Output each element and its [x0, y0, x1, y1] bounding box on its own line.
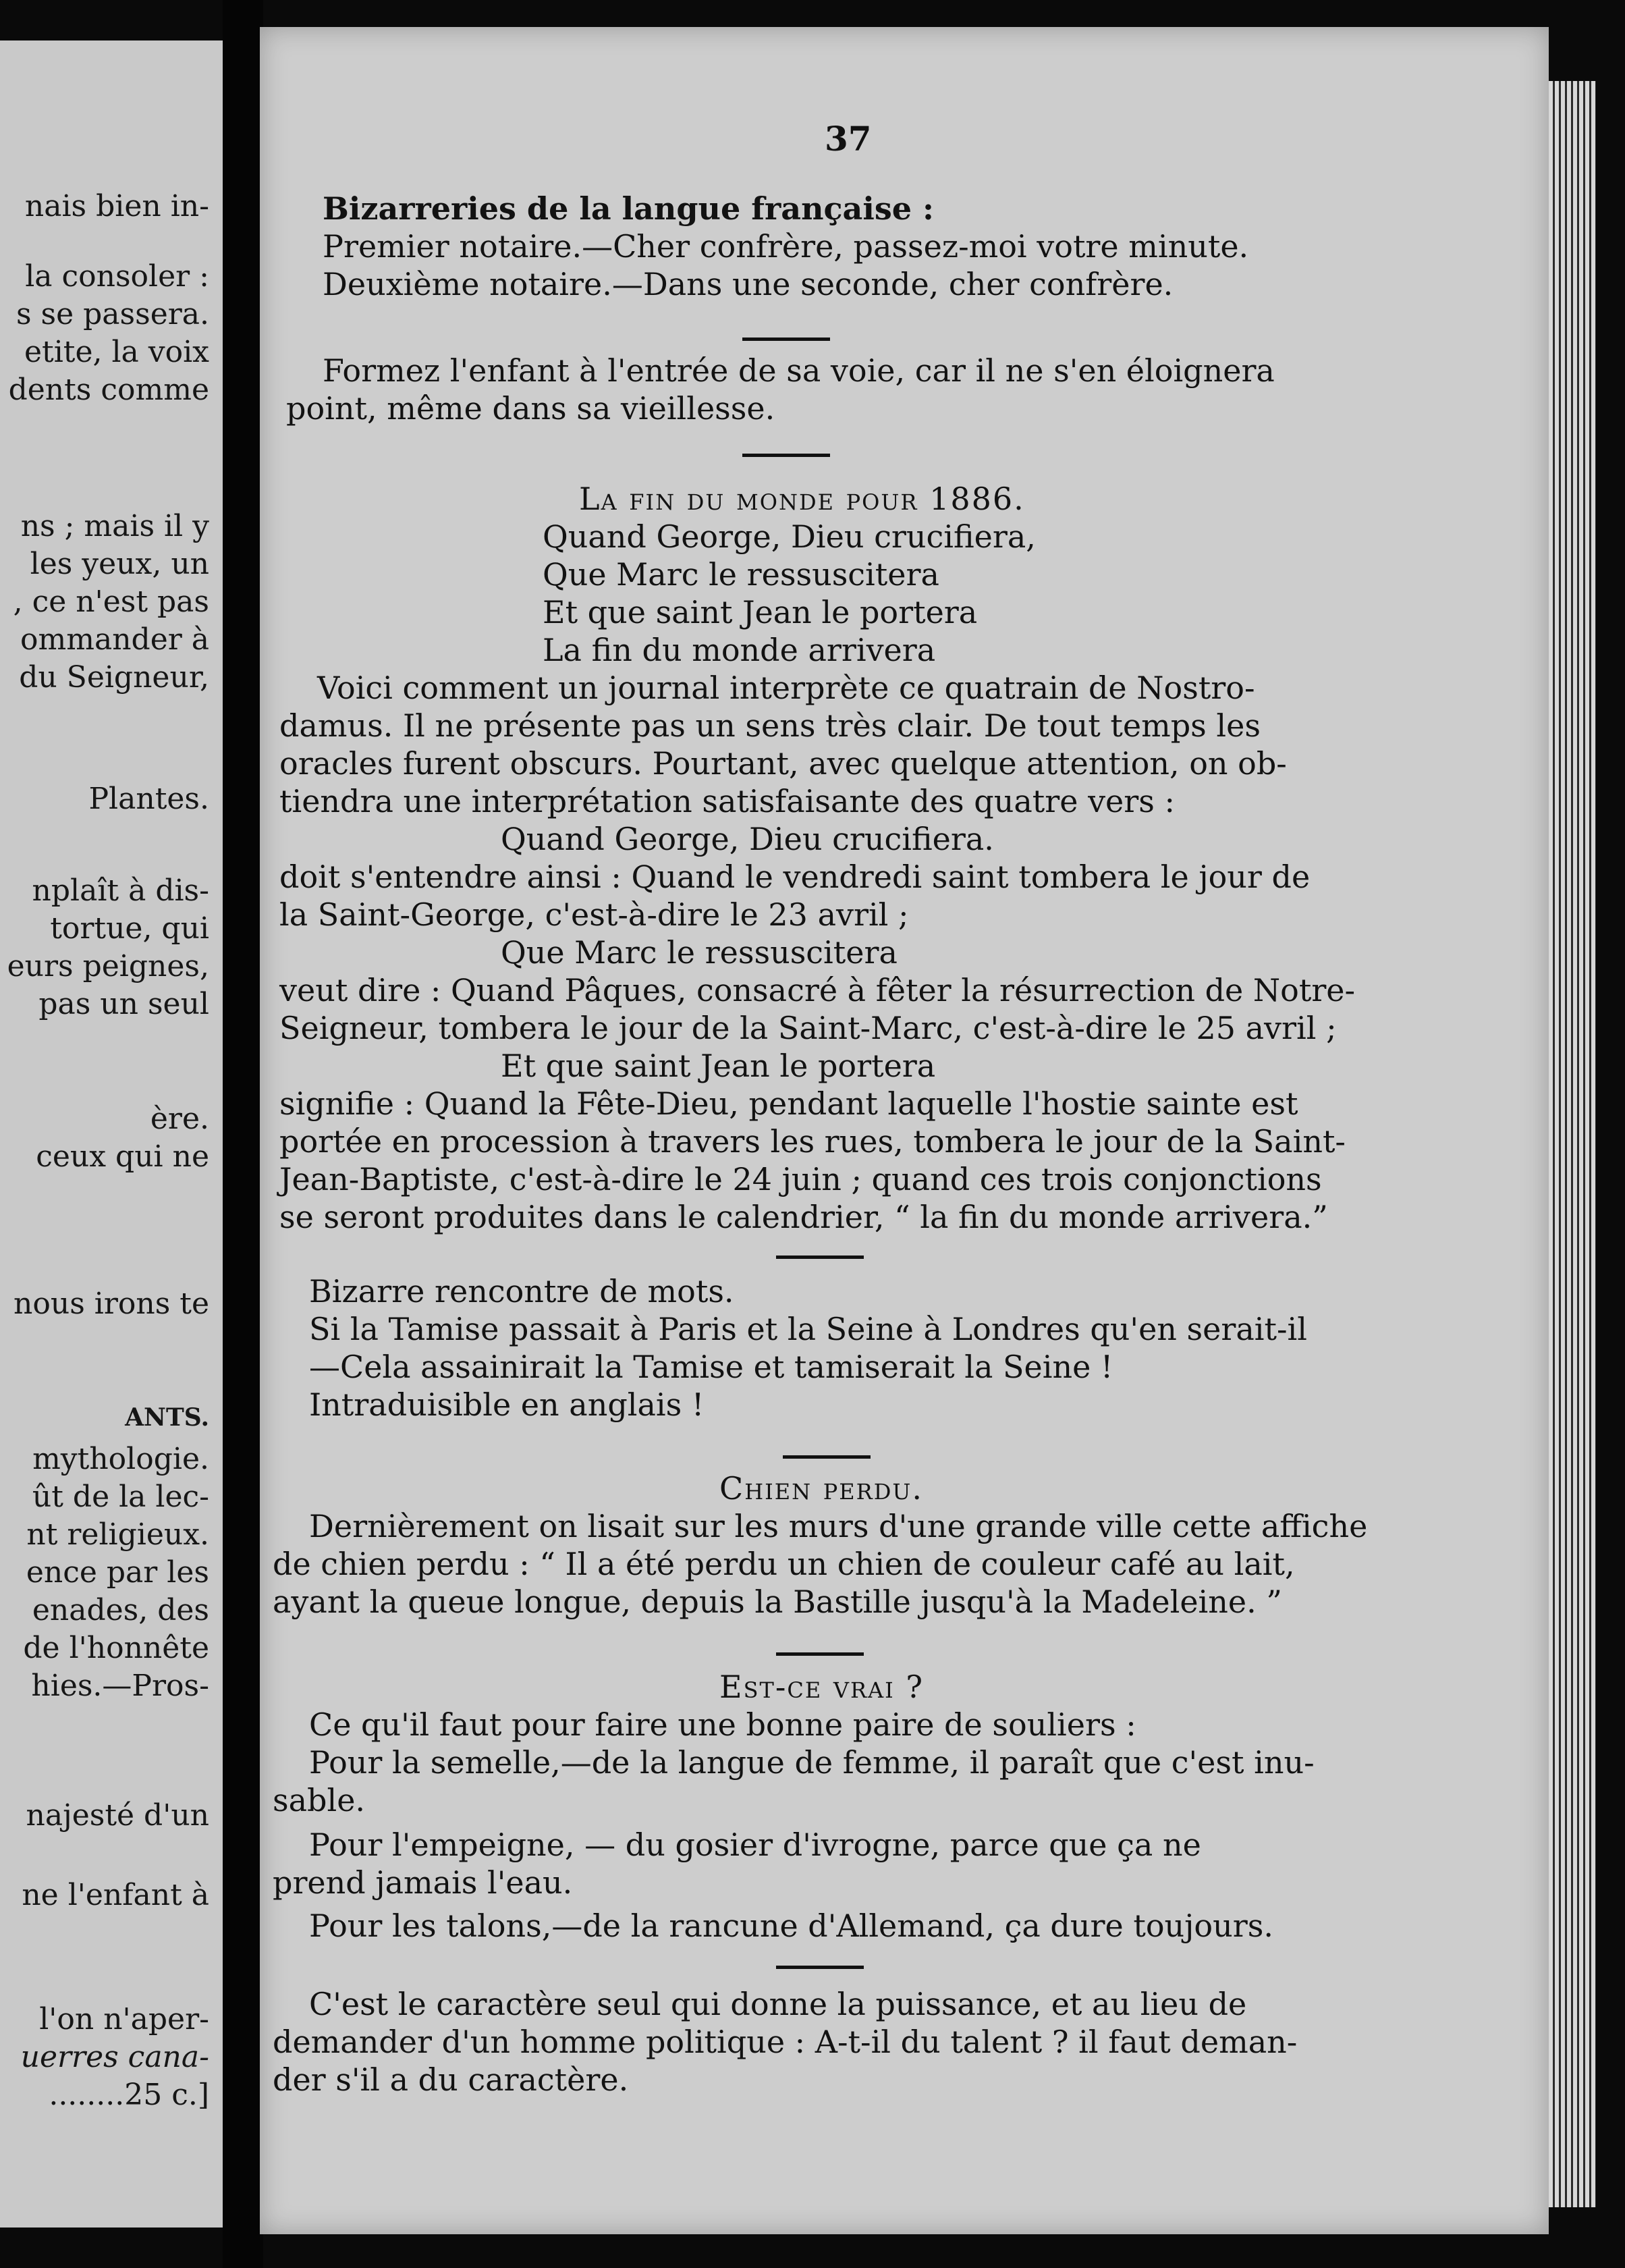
- left-line: mythologie.: [32, 1442, 209, 1476]
- text-line: Bizarre rencontre de mots.: [309, 1273, 734, 1310]
- separator-rule: [776, 1256, 864, 1259]
- text-line: Voici comment un journal interprète ce quatrain de Nostro-: [317, 670, 1255, 706]
- left-line: enades, des: [32, 1593, 209, 1627]
- text-line: —Cela assainirait la Tamise et tamiserait la Seine !: [309, 1349, 1113, 1385]
- left-line: du Seigneur,: [19, 660, 209, 695]
- separator-rule: [742, 338, 830, 341]
- text-line: signifie : Quand la Fête-Dieu, pendant laquelle l'hostie sainte est: [279, 1085, 1298, 1122]
- text-line: de chien perdu : “ Il a été perdu un chien de couleur café au lait,: [273, 1546, 1295, 1582]
- left-line: pas un seul: [38, 987, 209, 1021]
- book-gutter: [223, 0, 263, 2268]
- left-line: nais bien in-: [24, 189, 209, 223]
- separator-rule: [776, 1966, 864, 1969]
- text-line: portée en procession à travers les rues, tombera le jour de la Saint-: [279, 1123, 1346, 1160]
- text-line: la Saint-George, c'est-à-dire le 23 avril ;: [279, 896, 909, 933]
- left-line: ceux qui ne: [36, 1139, 209, 1174]
- text-line: se seront produites dans le calendrier, “ la fin du monde arrivera.”: [279, 1199, 1328, 1235]
- page-edges: [1549, 81, 1596, 2207]
- text-line: Pour les talons,—de la rancune d'Allemand, ça dure toujours.: [309, 1908, 1273, 1944]
- left-line: najesté d'un: [26, 1798, 209, 1833]
- left-line: ns ; mais il y: [20, 509, 209, 543]
- left-line: ANTS.: [125, 1403, 209, 1432]
- left-line: ût de la lec-: [32, 1480, 209, 1514]
- text-line: Dernièrement on lisait sur les murs d'une grande ville cette affiche: [309, 1508, 1368, 1544]
- text-line: tiendra une interprétation satisfaisante des quatre vers :: [279, 783, 1175, 819]
- text-line: oracles furent obscurs. Pourtant, avec quelque attention, on ob-: [279, 745, 1287, 782]
- left-page-fragment: [0, 40, 223, 2228]
- text-line: sable.: [273, 1782, 366, 1818]
- text-line: Seigneur, tombera le jour de la Saint-Marc, c'est-à-dire le 25 avril ;: [279, 1010, 1337, 1046]
- left-line: ........25 c.]: [49, 2078, 209, 2112]
- text-line: veut dire : Quand Pâques, consacré à fêter la résurrection de Notre-: [279, 972, 1356, 1008]
- left-line: eurs peignes,: [7, 949, 209, 983]
- left-line: l'on n'aper-: [39, 2002, 209, 2036]
- text-line: doit s'entendre ainsi : Quand le vendredi saint tombera le jour de: [279, 859, 1311, 895]
- verse-line: Quand George, Dieu crucifiera,: [543, 518, 1036, 555]
- left-line: nt religieux.: [26, 1517, 209, 1552]
- section-heading: Chien perdu.: [719, 1470, 923, 1507]
- text-line: Pour la semelle,—de la langue de femme, il paraît que c'est inu-: [309, 1744, 1315, 1781]
- text-line: Jean-Baptiste, c'est-à-dire le 24 juin ; quand ces trois conjonctions: [279, 1161, 1322, 1197]
- text-line: Formez l'enfant à l'entrée de sa voie, car il ne s'en éloignera: [323, 352, 1275, 389]
- section-heading: Bizarreries de la langue française :: [323, 190, 934, 227]
- text-line: der s'il a du caractère.: [273, 2061, 629, 2098]
- left-line: nplaît à dis-: [32, 873, 209, 908]
- text-line: ayant la queue longue, depuis la Bastille jusqu'à la Madeleine. ”: [273, 1584, 1282, 1620]
- text-line: Premier notaire.—Cher confrère, passez-moi votre minute.: [323, 228, 1249, 265]
- verse-line: Et que saint Jean le portera: [543, 594, 978, 630]
- left-line: hies.—Pros-: [31, 1669, 209, 1703]
- text-line: C'est le caractère seul qui donne la puissance, et au lieu de: [309, 1986, 1247, 2022]
- text-line: demander d'un homme politique : A-t-il du talent ? il faut deman-: [273, 2024, 1298, 2060]
- left-line: ne l'enfant à: [22, 1878, 209, 1912]
- separator-rule: [776, 1652, 864, 1656]
- separator-rule: [783, 1455, 871, 1459]
- verse-line: Et que saint Jean le portera: [501, 1048, 936, 1084]
- left-line: Plantes.: [88, 782, 209, 816]
- left-line: la consoler :: [25, 259, 209, 294]
- left-line: ère.: [150, 1102, 209, 1136]
- left-line: ommander à: [20, 622, 209, 657]
- text-line: point, même dans sa vieillesse.: [286, 390, 775, 427]
- text-line: Ce qu'il faut pour faire une bonne paire de souliers :: [309, 1706, 1136, 1743]
- verse-line: Quand George, Dieu crucifiera.: [501, 821, 994, 857]
- left-line: nous irons te: [13, 1287, 209, 1321]
- verse-line: La fin du monde arrivera: [543, 632, 936, 668]
- left-line: s se passera.: [16, 297, 209, 331]
- section-heading: Est-ce vrai ?: [719, 1669, 925, 1705]
- left-line: tortue, qui: [50, 911, 209, 946]
- text-line: Si la Tamise passait à Paris et la Seine à Londres qu'en serait-il: [309, 1311, 1307, 1347]
- separator-rule: [742, 454, 830, 457]
- text-line: Deuxième notaire.—Dans une seconde, cher confrère.: [323, 266, 1174, 302]
- left-line: ence par les: [26, 1555, 209, 1590]
- left-line: etite, la voix: [24, 335, 209, 369]
- text-line: damus. Il ne présente pas un sens très clair. De tout temps les: [279, 707, 1261, 744]
- text-line: prend jamais l'eau.: [273, 1864, 573, 1901]
- section-heading: La fin du monde pour 1886.: [579, 481, 1025, 517]
- left-line: , ce n'est pas: [13, 585, 209, 619]
- text-line: Intraduisible en anglais !: [309, 1386, 705, 1423]
- verse-line: Que Marc le ressuscitera: [543, 556, 939, 593]
- left-line: les yeux, un: [30, 547, 209, 581]
- left-line: dents comme: [8, 373, 209, 407]
- verse-line: Que Marc le ressuscitera: [501, 934, 898, 971]
- left-line: de l'honnête: [23, 1631, 209, 1665]
- left-line: uerres cana-: [20, 2040, 209, 2074]
- page-number: 37: [825, 119, 872, 159]
- text-line: Pour l'empeigne, — du gosier d'ivrogne, parce que ça ne: [309, 1827, 1201, 1863]
